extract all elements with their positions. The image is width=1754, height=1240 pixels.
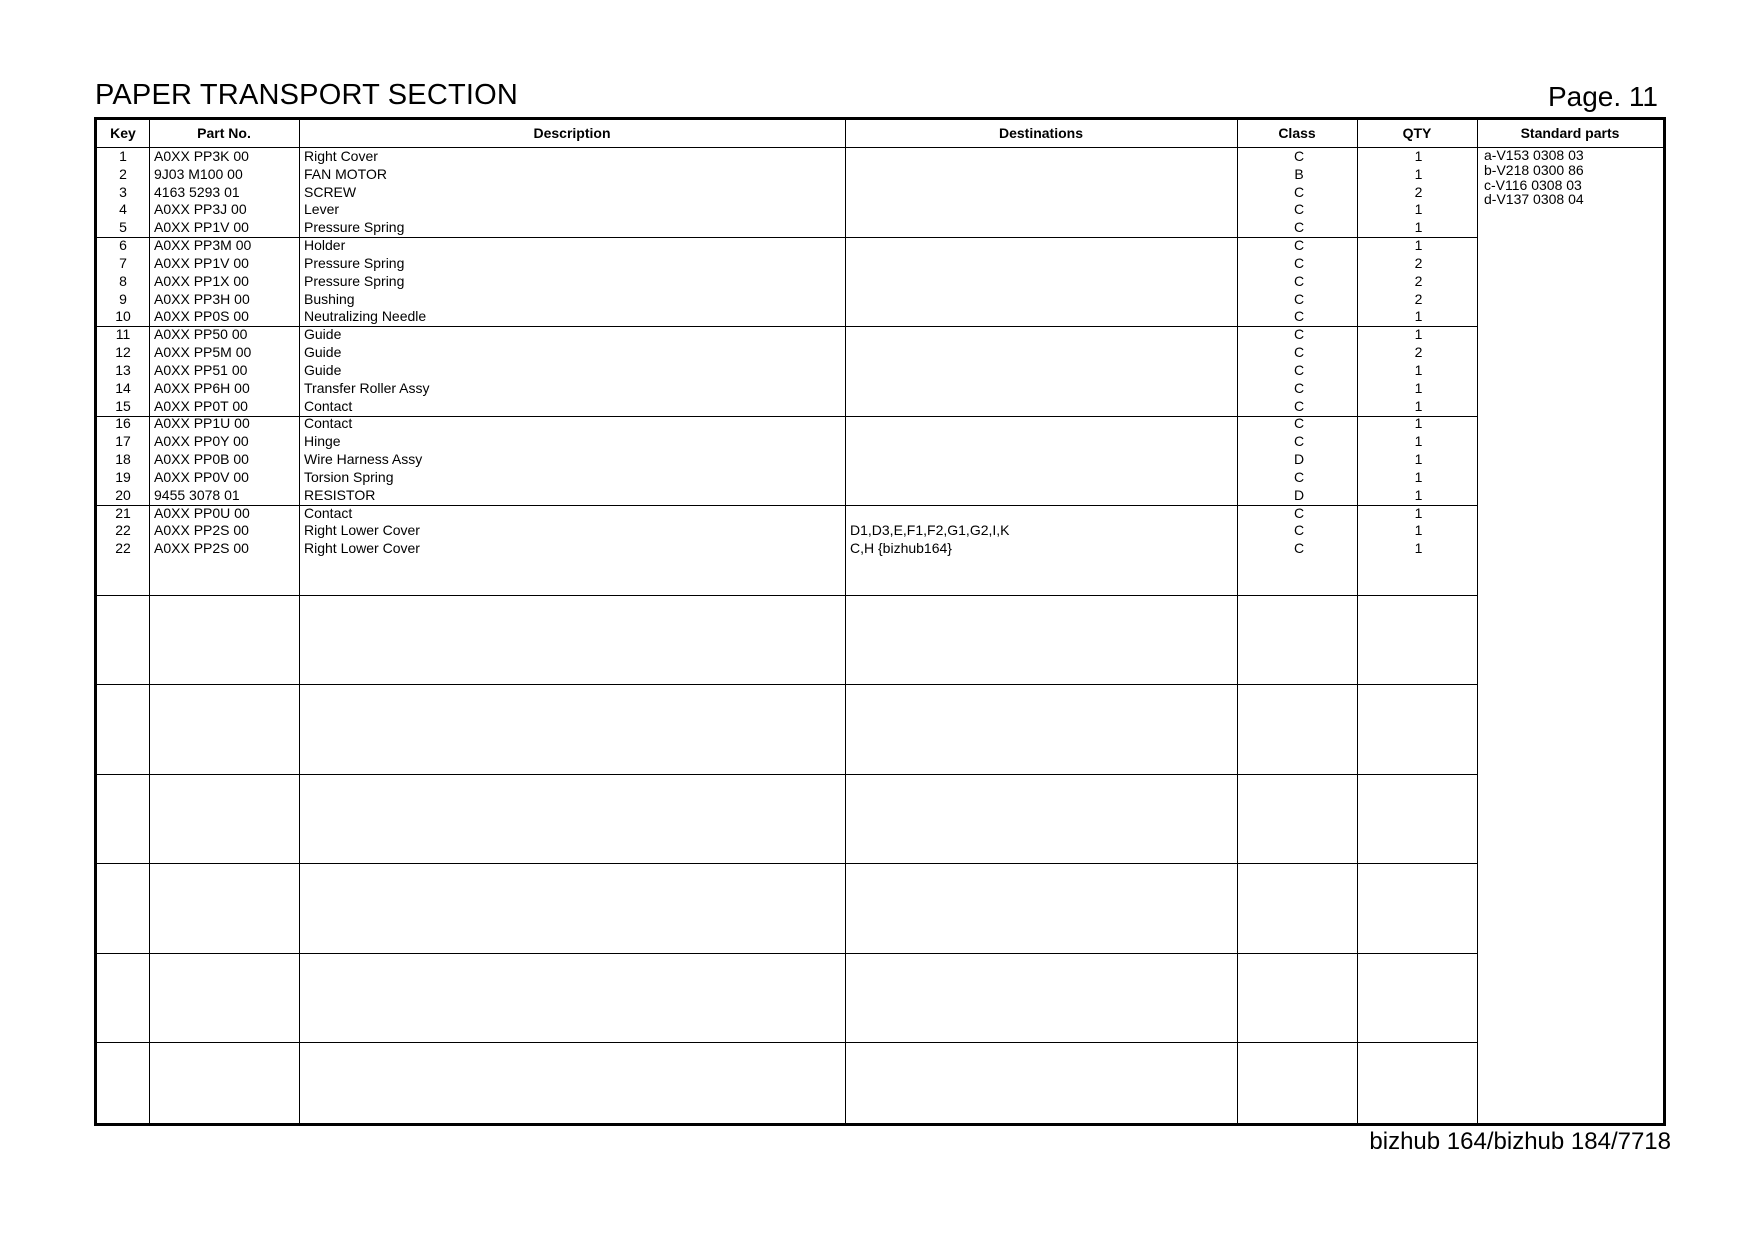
qty-cell: 1 <box>1414 486 1423 503</box>
qty-cell: 1 <box>1414 504 1423 521</box>
description-cell: Contact <box>304 397 353 414</box>
table-row <box>97 326 1477 344</box>
part-no-cell: A0XX PP1V 00 <box>154 219 249 236</box>
qty-cell: 2 <box>1414 290 1423 307</box>
key-cell: 16 <box>115 415 131 432</box>
class-cell: C <box>1293 219 1305 236</box>
key-cell: 19 <box>115 468 131 485</box>
qty-cell: 1 <box>1414 468 1423 485</box>
qty-cell: 1 <box>1414 148 1423 164</box>
class-cell: C <box>1293 201 1305 218</box>
table-row <box>97 433 1477 451</box>
qty-cell: 1 <box>1414 361 1423 378</box>
page-number: Page. 11 <box>1547 81 1658 112</box>
key-cell: 9 <box>119 290 127 307</box>
description-cell: Guide <box>304 361 342 378</box>
part-no-cell: 9J03 M100 00 <box>154 165 243 182</box>
part-no-cell: A0XX PP3H 00 <box>154 290 250 307</box>
part-no-cell: A0XX PP1V 00 <box>154 254 249 271</box>
description-cell: Holder <box>304 237 346 254</box>
key-cell: 14 <box>115 379 131 396</box>
table-row <box>97 451 1477 469</box>
class-cell: C <box>1293 540 1305 557</box>
description-cell: Pressure Spring <box>304 254 405 271</box>
table-row <box>97 237 1477 255</box>
table-row <box>97 398 1477 416</box>
key-cell: 3 <box>119 183 127 200</box>
table-row <box>97 505 1477 523</box>
qty-cell: 1 <box>1414 308 1423 325</box>
table-row <box>97 291 1477 309</box>
description-cell: Neutralizing Needle <box>304 308 427 325</box>
group-divider <box>97 774 1477 775</box>
key-cell: 20 <box>115 486 131 503</box>
group-divider <box>97 595 1477 596</box>
description-cell: Pressure Spring <box>304 272 405 289</box>
key-cell: 22 <box>115 522 131 539</box>
header-part-no: Part No. <box>197 125 251 141</box>
qty-cell: 2 <box>1414 183 1423 200</box>
description-cell: Right Cover <box>304 148 378 164</box>
description-cell: Wire Harness Assy <box>304 451 423 468</box>
description-cell: Hinge <box>304 433 341 450</box>
table-row <box>97 308 1477 326</box>
part-no-cell: A0XX PP1X 00 <box>154 272 249 289</box>
class-cell: C <box>1293 361 1305 378</box>
description-cell: Bushing <box>304 290 355 307</box>
qty-cell: 1 <box>1414 433 1423 450</box>
key-cell: 10 <box>115 308 131 325</box>
class-cell: C <box>1293 415 1305 432</box>
description-cell: Transfer Roller Assy <box>304 379 430 396</box>
header-standard-parts: Standard parts <box>1520 125 1620 141</box>
class-cell: C <box>1293 237 1305 254</box>
class-cell: C <box>1293 272 1305 289</box>
standard-parts-list <box>1484 148 1584 207</box>
qty-cell: 1 <box>1414 237 1423 254</box>
table-row <box>97 380 1477 398</box>
part-no-cell: A0XX PP0B 00 <box>154 451 249 468</box>
description-cell: SCREW <box>304 183 357 200</box>
table-row <box>97 166 1477 184</box>
table-row <box>97 148 1477 166</box>
model-footer: bizhub 164/bizhub 184/7718 <box>1369 1128 1671 1155</box>
standard-part-item: a-V153 0308 03 <box>1484 147 1584 163</box>
parts-rows <box>97 148 1477 558</box>
header-key: Key <box>110 125 136 141</box>
qty-cell: 1 <box>1414 397 1423 414</box>
header-qty: QTY <box>1402 125 1432 141</box>
qty-cell: 2 <box>1414 344 1423 361</box>
class-cell: C <box>1293 504 1305 521</box>
key-cell: 15 <box>115 397 131 414</box>
qty-cell: 1 <box>1414 451 1423 468</box>
part-no-cell: A0XX PP2S 00 <box>154 540 249 557</box>
class-cell: C <box>1293 397 1305 414</box>
part-no-cell: 4163 5293 01 <box>154 183 240 200</box>
qty-cell: 1 <box>1414 540 1423 557</box>
table-row <box>97 219 1477 237</box>
class-cell: C <box>1293 433 1305 450</box>
key-cell: 21 <box>115 504 131 521</box>
table-row <box>97 487 1477 505</box>
class-cell: C <box>1293 308 1305 325</box>
key-cell: 8 <box>119 272 127 289</box>
qty-cell: 1 <box>1414 165 1423 182</box>
part-no-cell: A0XX PP6H 00 <box>154 379 250 396</box>
description-cell: Guide <box>304 326 342 343</box>
key-cell: 5 <box>119 219 127 236</box>
standard-part-item: b-V218 0300 86 <box>1484 161 1584 178</box>
part-no-cell: A0XX PP2S 00 <box>154 522 249 539</box>
class-cell: D <box>1293 451 1305 468</box>
qty-cell: 1 <box>1414 522 1423 539</box>
description-cell: Torsion Spring <box>304 468 394 485</box>
part-no-cell: A0XX PP50 00 <box>154 326 248 343</box>
key-cell: 2 <box>119 165 127 182</box>
part-no-cell: A0XX PP0U 00 <box>154 504 250 521</box>
class-cell: C <box>1293 290 1305 307</box>
part-no-cell: A0XX PP3K 00 <box>154 148 249 164</box>
key-cell: 7 <box>119 254 127 271</box>
parts-table <box>94 117 1666 1126</box>
header-destinations: Destinations <box>998 125 1083 141</box>
class-cell: C <box>1293 468 1305 485</box>
class-cell: C <box>1293 148 1305 164</box>
part-no-cell: A0XX PP3M 00 <box>154 237 252 254</box>
qty-cell: 2 <box>1414 254 1423 271</box>
standard-part-item: c-V116 0308 03 <box>1484 176 1582 193</box>
class-cell: C <box>1293 183 1305 200</box>
group-divider <box>97 953 1477 954</box>
key-cell: 17 <box>115 433 131 450</box>
key-cell: 1 <box>119 148 127 164</box>
table-row <box>97 522 1477 540</box>
description-cell: Pressure Spring <box>304 219 405 236</box>
key-cell: 11 <box>115 326 131 343</box>
table-row <box>97 184 1477 202</box>
part-no-cell: A0XX PP1U 00 <box>154 415 250 432</box>
header-class: Class <box>1278 125 1316 141</box>
part-no-cell: 9455 3078 01 <box>154 486 240 503</box>
qty-cell: 1 <box>1414 326 1423 343</box>
part-no-cell: A0XX PP0V 00 <box>154 468 249 485</box>
group-divider <box>97 684 1477 685</box>
class-cell: B <box>1294 165 1304 182</box>
key-cell: 18 <box>115 451 131 468</box>
description-cell: Contact <box>304 415 353 432</box>
part-no-cell: A0XX PP51 00 <box>154 361 248 378</box>
part-no-cell: A0XX PP0Y 00 <box>154 433 249 450</box>
class-cell: C <box>1293 522 1305 539</box>
key-cell: 13 <box>115 361 131 378</box>
class-cell: C <box>1293 254 1305 271</box>
key-cell: 12 <box>115 344 131 361</box>
class-cell: C <box>1293 326 1305 343</box>
header-description: Description <box>533 125 611 141</box>
table-row <box>97 540 1477 558</box>
class-cell: C <box>1293 344 1305 361</box>
description-cell: Right Lower Cover <box>304 522 420 539</box>
table-row <box>97 255 1477 273</box>
qty-cell: 1 <box>1414 379 1423 396</box>
description-cell: Guide <box>304 344 342 361</box>
part-no-cell: A0XX PP5M 00 <box>154 344 252 361</box>
table-row <box>97 362 1477 380</box>
part-no-cell: A0XX PP3J 00 <box>154 201 247 218</box>
description-cell: Lever <box>304 201 340 218</box>
qty-cell: 1 <box>1414 415 1423 432</box>
key-cell: 22 <box>115 540 131 557</box>
qty-cell: 2 <box>1414 272 1423 289</box>
part-no-cell: A0XX PP0T 00 <box>154 397 248 414</box>
table-row <box>97 469 1477 487</box>
part-no-cell: A0XX PP0S 00 <box>154 308 249 325</box>
table-row <box>97 415 1477 433</box>
class-cell: D <box>1293 486 1305 503</box>
description-cell: Right Lower Cover <box>304 540 420 557</box>
table-row <box>97 201 1477 219</box>
destinations-cell: D1,D3,E,F1,F2,G1,G2,I,K <box>850 522 1010 539</box>
qty-cell: 1 <box>1414 201 1423 218</box>
description-cell: Contact <box>304 504 353 521</box>
table-row <box>97 344 1477 362</box>
section-title: PAPER TRANSPORT SECTION <box>95 79 519 111</box>
table-row <box>97 273 1477 291</box>
standard-part-item: d-V137 0308 04 <box>1484 191 1584 208</box>
description-cell: FAN MOTOR <box>304 165 387 182</box>
destinations-cell: C,H {bizhub164} <box>850 540 952 557</box>
group-divider <box>97 1042 1477 1043</box>
description-cell: RESISTOR <box>304 486 376 503</box>
class-cell: C <box>1293 379 1305 396</box>
key-cell: 6 <box>119 237 127 254</box>
group-divider <box>97 863 1477 864</box>
qty-cell: 1 <box>1414 219 1423 236</box>
key-cell: 4 <box>119 201 127 218</box>
